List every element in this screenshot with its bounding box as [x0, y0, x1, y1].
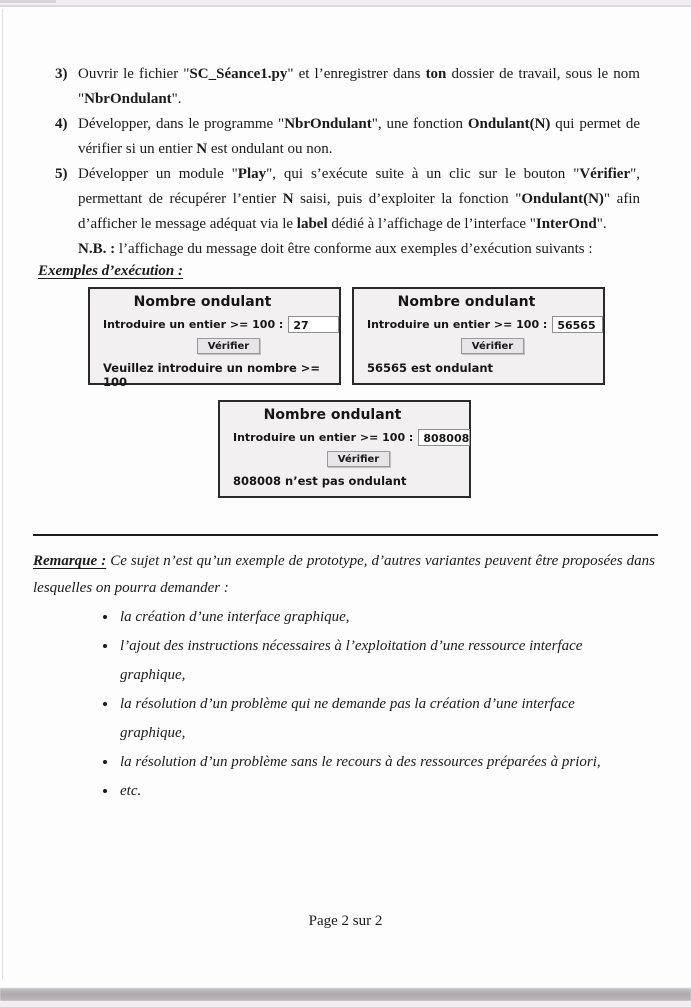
examples-heading: Exemples d’exécution : [38, 263, 183, 279]
nota-bene-text: l’affichage du message doit être conforme aux exemples d’exécution suivants : [115, 241, 593, 257]
instruction-list [37, 62, 640, 262]
scan-edge-left [2, 9, 3, 979]
page-number: Page 2 sur 2 [308, 913, 383, 929]
remark-paragraph [33, 548, 655, 602]
nota-bene [55, 237, 640, 262]
entier-input: 27 [288, 316, 339, 333]
item-number: 4) [55, 116, 68, 132]
window-title: Nombre ondulant [397, 294, 536, 310]
verifier-button: Vérifier [327, 451, 390, 467]
instruction-item-3 [55, 62, 640, 112]
instruction-item-5 [55, 162, 640, 237]
scan-edge-top-notch [0, 0, 56, 3]
entier-input-label: Introduire un entier >= 100 : [367, 318, 548, 331]
result-label: 56565 est ondulant [367, 361, 494, 375]
entier-input: 808008 [418, 429, 470, 446]
window-title: Nombre ondulant [263, 407, 402, 423]
remark-bullet-list [118, 603, 631, 806]
bullet-item: • la résolution d’un problème sans le recours à des ressources préparées à priori, [118, 748, 631, 777]
nota-bene-lead: N.B. : [78, 241, 116, 257]
example-window-2 [352, 287, 605, 385]
item-number: 5) [55, 166, 68, 182]
scan-edge-bottom [0, 988, 691, 1001]
item-text: Développer un module "Play", qui s’exécute suite à un clic sur le bouton "Vérifier", permettant de récupérer l’entier N saisi, puis d’exploiter la fonction "Ondulant(N)" afin d’afficher le message adéquat via le label dédié à l’affichage de l’interface "InterOnd". [78, 166, 640, 232]
remark-lead: Remarque : [33, 553, 107, 569]
bullet-item: • etc. [118, 777, 631, 806]
item-text: Développer, dans le programme "NbrOndulant", une fonction Ondulant(N) qui permet de vérifier si un entier N est ondulant ou non. [78, 116, 640, 157]
item-text: Ouvrir le fichier "SC_Séance1.py" et l’enregistrer dans ton dossier de travail, sous le nom "NbrOndulant". [78, 66, 640, 107]
entier-input: 56565 [552, 316, 603, 333]
result-label: Veuillez introduire un nombre >= 100 [103, 361, 321, 389]
example-window-3 [218, 400, 471, 498]
window-title: Nombre ondulant [133, 294, 272, 310]
result-label: 808008 n’est pas ondulant [233, 474, 407, 488]
instruction-item-4 [55, 112, 640, 162]
bullet-item: • la résolution d’un problème qui ne demande pas la création d’une interface graphique, [118, 690, 631, 748]
scan-edge-top [0, 0, 691, 7]
entier-input-label: Introduire un entier >= 100 : [103, 318, 284, 331]
bullet-item: • la création d’une interface graphique, [118, 603, 631, 632]
verifier-button: Vérifier [197, 338, 260, 354]
verifier-button: Vérifier [461, 338, 524, 354]
remark-text: Ce sujet n’est qu’un exemple de prototype, d’autres variantes peuvent être proposées dans lesquelles on pourra demander : [33, 553, 655, 596]
example-window-1 [88, 287, 341, 389]
scan-edge-below [0, 1001, 691, 1007]
item-number: 3) [55, 66, 68, 82]
section-divider [33, 534, 658, 536]
entier-input-label: Introduire un entier >= 100 : [233, 431, 414, 444]
bullet-item: • l’ajout des instructions nécessaires à l’exploitation d’une ressource interface graphique, [118, 632, 631, 690]
